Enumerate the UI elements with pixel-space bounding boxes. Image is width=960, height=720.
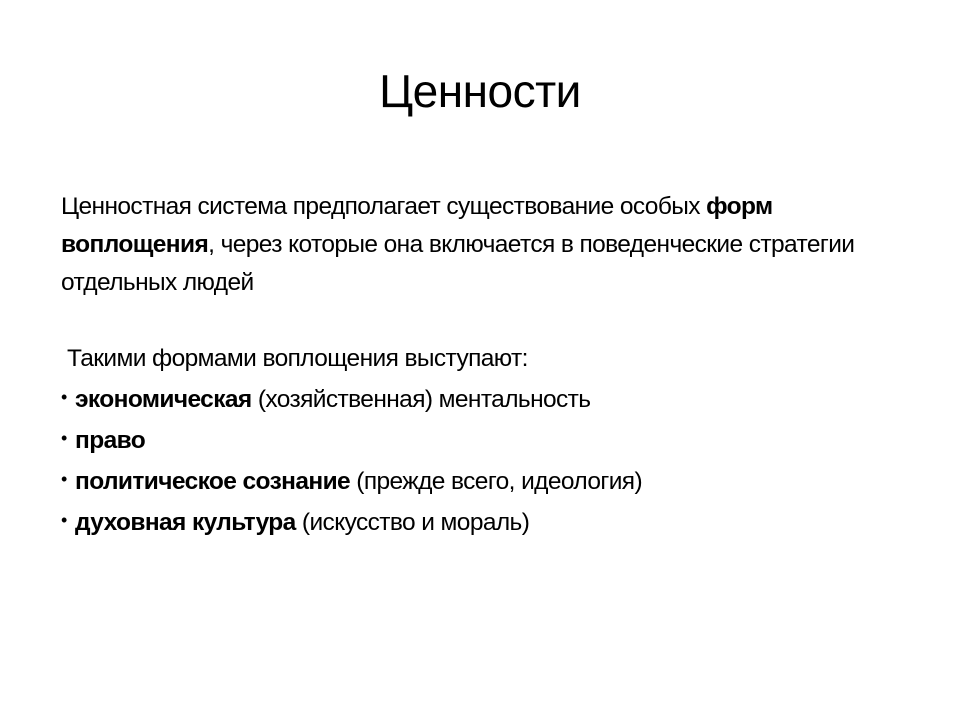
list-intro: Такими формами воплощения выступают: — [67, 345, 528, 372]
bullet-icon: • — [61, 469, 67, 489]
bullet-icon: • — [61, 387, 67, 407]
list-item — [61, 501, 921, 542]
paragraph-text-1: Ценностная система предполагает существование особых — [61, 193, 707, 220]
item-bold: право — [75, 427, 146, 454]
slide-title: Ценности — [379, 65, 581, 117]
list-item — [61, 460, 921, 501]
bullet-icon: • — [61, 428, 67, 448]
slide-body — [61, 188, 921, 542]
forms-list — [61, 378, 921, 542]
item-rest: (хозяйственная) ментальность — [251, 386, 591, 413]
bullet-icon: • — [61, 510, 67, 530]
item-rest: (искусство и мораль) — [295, 509, 530, 536]
item-bold: политическое сознание — [75, 468, 351, 495]
main-paragraph — [61, 188, 921, 302]
item-bold: духовная культура — [75, 509, 296, 536]
paragraph-bold: форм воплощения — [61, 193, 773, 258]
list-item — [61, 419, 921, 460]
item-bold: экономическая — [75, 386, 252, 413]
item-rest: (прежде всего, идеология) — [350, 468, 643, 495]
paragraph-text-2: , через которые она включается в поведенческие стратегии отдельных людей — [61, 231, 855, 296]
list-item — [61, 378, 921, 419]
